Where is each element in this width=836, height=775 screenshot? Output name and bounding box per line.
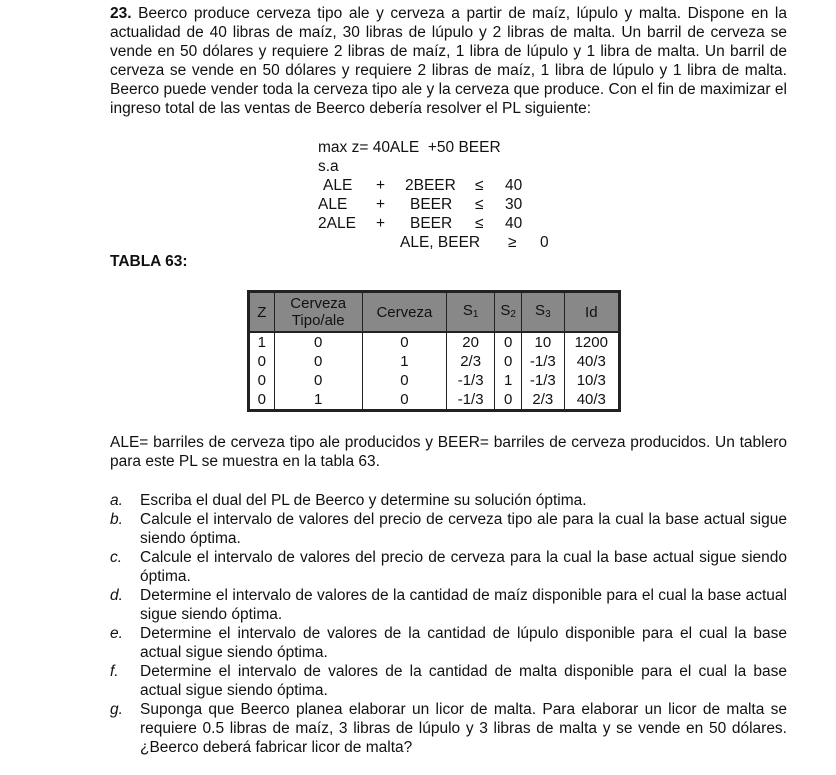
table-cell: 1	[274, 390, 362, 411]
table-cell: -1/3	[447, 371, 495, 390]
constraint-term: 2ALE	[318, 215, 356, 232]
list-item	[110, 586, 787, 624]
constraint-term: ALE	[323, 177, 353, 194]
question-text: Escriba el dual del PL de Beerco y determine su solución óptima.	[140, 492, 587, 509]
constraint-row	[318, 195, 523, 214]
table-header-row	[249, 292, 620, 333]
question-label: e.	[110, 625, 123, 642]
problem-number: 23.	[110, 5, 132, 22]
constraint-row	[318, 214, 523, 233]
table-cell: 0	[249, 352, 275, 371]
list-item	[110, 548, 787, 586]
list-item	[110, 624, 787, 662]
table-cell: 10	[522, 332, 564, 352]
nonneg-vars: ALE, BEER	[400, 234, 481, 251]
header-cerveza: Cerveza	[362, 292, 446, 333]
question-label: b.	[110, 511, 123, 528]
table-cell: 0	[362, 332, 446, 352]
question-list	[110, 491, 787, 757]
table-cell: 10/3	[564, 371, 619, 390]
header-s1: $S_1$	[447, 292, 495, 333]
table-cell: -1/3	[447, 390, 495, 411]
table-cell: 0	[495, 352, 522, 371]
header-s2: $S_2$	[495, 292, 522, 333]
constraint-relation: ≤	[475, 177, 484, 194]
constraint-rhs: 40	[505, 215, 523, 232]
table-title: TABLA 63:	[110, 253, 188, 270]
constraint-operator: +	[376, 177, 386, 194]
list-item	[110, 700, 787, 757]
table-cell: 2/3	[522, 390, 564, 411]
question-label: d.	[110, 587, 123, 604]
question-text: Determine el intervalo de valores de la cantidad de lúpulo disponible para el cual la base actual sigue siendo óptima.	[140, 625, 787, 661]
constraint-operator: +	[376, 215, 386, 232]
nonnegativity-row	[318, 233, 549, 252]
table-cell: 0	[274, 332, 362, 352]
constraint-rhs: 30	[505, 196, 523, 213]
question-text: Suponga que Beerco planea elaborar un licor de malta. Para elaborar un licor de malta se requiere 0.5 libras de maíz, 3 libras de lúpulo y 3 libras de malta y se vende en 50 dólares. ¿Beerco deberá fabricar licor de malta?	[140, 701, 787, 756]
variable-definition: ALE= barriles de cerveza tipo ale producidos y BEER= barriles de cerveza producidos. Un tablero para este PL se muestra en la tabla 63.	[110, 434, 787, 470]
table-cell: 0	[274, 352, 362, 371]
constraint-row	[318, 176, 523, 195]
problem-text: Beerco produce cerveza tipo ale y cerveza a partir de maíz, lúpulo y malta. Dispone en la actualidad de 40 libras de maíz, 30 libras de lúpulo y 2 libras de malta. Un barril de cerveza se vende en 50 dólares y requiere 2 libras de maíz, 1 libra de lúpulo y 1 libra de malta. Un barril de cerveza se vende en 50 dólares y requiere 2 libras de maíz, 1 libra de lúpulo y 1 libra de malta. Beerco puede vender toda la cerveza tipo ale y la cerveza que produce. Con el fin de maximizar el ingreso total de las ventas de Beerco debería resolver el PL siguiente:	[110, 5, 787, 117]
table-cell: 0	[274, 371, 362, 390]
table-cell: 0	[362, 371, 446, 390]
question-text: Calcule el intervalo de valores del precio de cerveza para la cual la base actual sigue siendo óptima.	[140, 549, 787, 585]
header-id: Id	[564, 292, 619, 333]
question-text: Determine el intervalo de valores de la cantidad de malta disponible para el cual la base actual sigue siendo óptima.	[140, 663, 787, 699]
list-item	[110, 662, 787, 700]
constraint-term: BEER	[410, 215, 453, 232]
constraint-operator: +	[376, 196, 386, 213]
table-cell: 0	[495, 390, 522, 411]
constraint-term: ALE	[318, 196, 348, 213]
table-cell: 20	[447, 332, 495, 352]
table-cell: -1/3	[522, 352, 564, 371]
header-z: Z	[249, 292, 275, 333]
table-row	[249, 332, 620, 352]
constraint-term: BEER	[410, 196, 453, 213]
question-text: Calcule el intervalo de valores del precio de cerveza tipo ale para la cual la base actual sigue siendo óptima.	[140, 511, 787, 547]
constraint-rhs: 40	[505, 177, 523, 194]
question-label: g.	[110, 701, 123, 718]
linear-program	[318, 138, 549, 252]
nonneg-relation: ≥	[508, 234, 517, 251]
constraint-relation: ≤	[475, 215, 484, 232]
table-cell: 1200	[564, 332, 619, 352]
simplex-tableau	[247, 290, 621, 412]
table-cell: 40/3	[564, 352, 619, 371]
subject-to-label: s.a	[318, 158, 339, 175]
list-item	[110, 491, 787, 510]
table-cell: -1/3	[522, 371, 564, 390]
header-s3: $S_3$	[522, 292, 564, 333]
question-label: a.	[110, 492, 123, 509]
header-cerveza-tipo-ale: Cerveza Tipo/ale	[274, 292, 362, 333]
table-cell: 0	[249, 371, 275, 390]
table-cell: 1	[495, 371, 522, 390]
table-cell: 2/3	[447, 352, 495, 371]
problem-statement	[110, 4, 787, 118]
table-row	[249, 352, 620, 371]
table-cell: 0	[495, 332, 522, 352]
nonneg-rhs: 0	[540, 234, 549, 251]
constraint-relation: ≤	[475, 196, 484, 213]
table-cell: 1	[249, 332, 275, 352]
table-cell: 0	[362, 390, 446, 411]
objective-function: max z= 40ALE +50 BEER	[318, 139, 501, 156]
question-label: c.	[110, 549, 123, 566]
question-label: f.	[110, 663, 119, 680]
table-cell: 0	[249, 390, 275, 411]
table-cell: 1	[362, 352, 446, 371]
question-text: Determine el intervalo de valores de la cantidad de maíz disponible para el cual la base actual sigue siendo óptima.	[140, 587, 787, 623]
table-row	[249, 371, 620, 390]
table-row	[249, 390, 620, 411]
list-item	[110, 510, 787, 548]
table-cell: 40/3	[564, 390, 619, 411]
constraint-term: 2BEER	[405, 177, 456, 194]
